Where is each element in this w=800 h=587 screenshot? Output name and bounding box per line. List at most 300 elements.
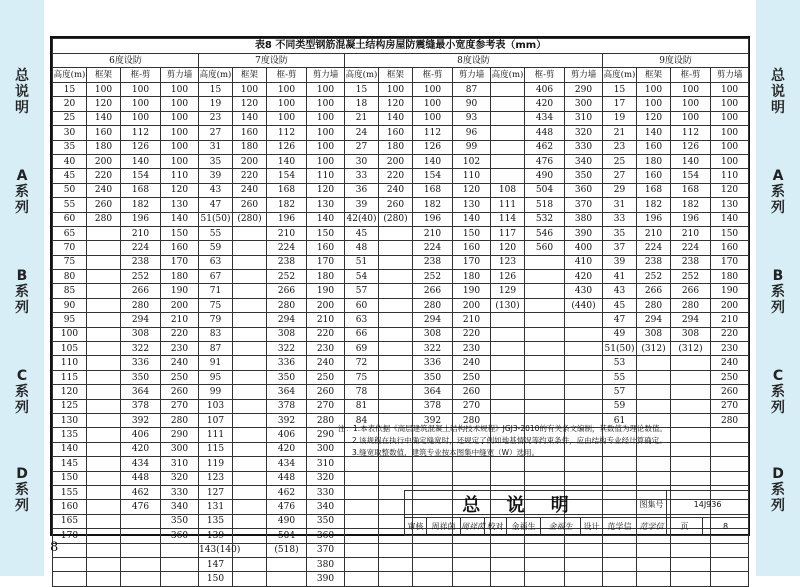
table-cell: 100 [307, 140, 345, 154]
table-cell: 154 [671, 169, 711, 183]
table-cell: 100 [637, 97, 671, 111]
table-cell: 125 [53, 399, 87, 413]
table-cell: 300 [565, 97, 603, 111]
table-cell [233, 241, 267, 255]
table-cell: 23 [199, 111, 233, 125]
table-cell [491, 572, 525, 586]
table-row [53, 198, 749, 212]
table-cell [711, 471, 749, 485]
table-cell: 210 [307, 313, 345, 327]
table-cell: 140 [671, 154, 711, 168]
table-cell: 93 [453, 111, 491, 125]
table-cell: 140 [379, 111, 413, 125]
table-cell: 51(50) [199, 212, 233, 226]
table-cell [491, 169, 525, 183]
section-tab-b-left[interactable] [0, 268, 44, 316]
table-cell: 100 [711, 126, 749, 140]
table-cell: 200 [233, 154, 267, 168]
notes [338, 423, 738, 459]
table-cell [233, 327, 267, 341]
table-cell [233, 356, 267, 370]
table-cell: 90 [53, 298, 87, 312]
table-cell: 100 [711, 154, 749, 168]
table-cell [671, 356, 711, 370]
table-cell: 95 [199, 370, 233, 384]
table-cell: 200 [453, 298, 491, 312]
table-cell [525, 471, 565, 485]
table-cell: 350 [307, 514, 345, 528]
table-cell: 91 [199, 356, 233, 370]
table-cell: 112 [413, 126, 453, 140]
table-cell: 63 [345, 313, 379, 327]
table-cell: 322 [413, 342, 453, 356]
table-cell [267, 572, 307, 586]
table-cell: 43 [199, 183, 233, 197]
table-cell: 364 [121, 385, 161, 399]
table-frame [50, 36, 750, 584]
table-cell [233, 370, 267, 384]
table-cell: 240 [161, 356, 199, 370]
drawing-title: 总 说 明 [405, 491, 637, 518]
table-cell: 434 [267, 457, 307, 471]
table-cell: 100 [711, 140, 749, 154]
table-cell: 260 [711, 385, 749, 399]
table-cell: 290 [161, 428, 199, 442]
section-tab-general-left[interactable] [0, 68, 44, 116]
table-row [53, 97, 749, 111]
table-cell: 390 [565, 226, 603, 240]
table-cell: 17 [603, 97, 637, 111]
atlas-number: 14J936 [667, 491, 749, 518]
table-cell: 294 [413, 313, 453, 327]
table-cell: 100 [161, 140, 199, 154]
table-cell: 420 [121, 442, 161, 456]
table-cell: 100 [121, 83, 161, 97]
table-cell [525, 313, 565, 327]
table-cell: 336 [413, 356, 453, 370]
column-header: 高度(m) [53, 68, 87, 83]
table-cell: 182 [413, 198, 453, 212]
section-tab-char: 总 [771, 68, 785, 84]
table-cell: 168 [637, 183, 671, 197]
table-cell: 126 [491, 270, 525, 284]
table-cell: 320 [565, 126, 603, 140]
section-tab-d-right[interactable] [756, 466, 800, 514]
table-cell [233, 500, 267, 514]
designer-signature: 范学信 [637, 518, 667, 536]
table-row [53, 154, 749, 168]
table-cell: 100 [711, 83, 749, 97]
table-cell [87, 356, 121, 370]
table-cell: 200 [711, 298, 749, 312]
table-cell [87, 514, 121, 528]
group-header: 6度设防 [53, 54, 199, 68]
section-tab-char: C [772, 368, 784, 384]
table-row [53, 255, 749, 269]
table-cell [233, 442, 267, 456]
table-cell: 140 [233, 111, 267, 125]
table-cell: 252 [637, 270, 671, 284]
table-cell: 55 [53, 198, 87, 212]
table-cell: 31 [603, 198, 637, 212]
table-cell: 105 [53, 342, 87, 356]
section-tab-char: 系 [15, 384, 29, 400]
table-cell: 180 [233, 140, 267, 154]
table-cell: 490 [525, 169, 565, 183]
table-cell: 80 [53, 270, 87, 284]
table-cell: 103 [199, 399, 233, 413]
table-cell: 96 [453, 126, 491, 140]
table-cell: 140 [413, 154, 453, 168]
table-cell [267, 557, 307, 571]
table-cell [87, 428, 121, 442]
table-cell: 140 [87, 111, 121, 125]
table-cell: 260 [161, 385, 199, 399]
table-cell: 260 [379, 198, 413, 212]
table-cell [345, 500, 379, 514]
table-cell: 250 [307, 370, 345, 384]
table-row [53, 111, 749, 125]
table-cell: 135 [53, 428, 87, 442]
table-cell: 224 [121, 241, 161, 255]
table-cell [491, 154, 525, 168]
table-cell: 160 [53, 500, 87, 514]
table-cell: (312) [637, 342, 671, 356]
table-cell: 20 [53, 97, 87, 111]
column-header: 框-剪 [525, 68, 565, 83]
section-tab-b-right[interactable] [756, 268, 800, 316]
table-cell: 140 [267, 154, 307, 168]
table-cell: 190 [711, 284, 749, 298]
table-cell: (312) [671, 342, 711, 356]
section-tab-char: 列 [15, 300, 29, 316]
table-cell [87, 457, 121, 471]
page-label: 页 [667, 518, 703, 536]
table-cell: 100 [413, 83, 453, 97]
table-cell: 224 [413, 241, 453, 255]
table-cell [453, 543, 491, 557]
table-cell: 300 [307, 442, 345, 456]
table-cell [87, 529, 121, 543]
table-cell [637, 557, 671, 571]
table-cell [453, 557, 491, 571]
column-header: 框-剪 [267, 68, 307, 83]
group-header: 7度设防 [199, 54, 345, 68]
table-cell: 350 [161, 514, 199, 528]
table-cell: 160 [711, 241, 749, 255]
table-cell [87, 485, 121, 499]
column-header: 剪力墙 [711, 68, 749, 83]
table-cell: 160 [637, 169, 671, 183]
table-cell: 126 [267, 140, 307, 154]
table-cell: 280 [87, 212, 121, 226]
table-cell: 100 [671, 97, 711, 111]
table-cell [379, 572, 413, 586]
table-cell: (518) [267, 543, 307, 557]
table-cell [637, 370, 671, 384]
table-cell [603, 557, 637, 571]
section-tab-char: 列 [771, 400, 785, 416]
table-cell: 139 [199, 529, 233, 543]
table-cell: 120 [87, 97, 121, 111]
column-header: 框架 [379, 68, 413, 83]
table-cell: 131 [199, 500, 233, 514]
table-cell: 33 [603, 212, 637, 226]
table-cell: 115 [53, 370, 87, 384]
table-cell: 270 [453, 399, 491, 413]
table-cell: 320 [307, 471, 345, 485]
table-cell: 320 [161, 471, 199, 485]
note-2: 2.该规程在执行中确定缝宽时，还规定了例如地基情况等约束条件，应由结构专业经计算确定。 [352, 436, 667, 445]
table-cell: 448 [267, 471, 307, 485]
table-cell: 476 [525, 154, 565, 168]
table-cell: 168 [413, 183, 453, 197]
table-cell [603, 572, 637, 586]
table-cell: 150 [161, 226, 199, 240]
table-cell: 336 [267, 356, 307, 370]
section-tab-char: 系 [771, 482, 785, 498]
section-tab-general-right[interactable] [756, 68, 800, 116]
table-cell: 75 [53, 255, 87, 269]
table-cell [453, 572, 491, 586]
table-cell: 210 [453, 313, 491, 327]
table-cell: 115 [199, 442, 233, 456]
column-header: 高度(m) [491, 68, 525, 83]
table-row [53, 356, 749, 370]
table-cell: 310 [307, 457, 345, 471]
table-cell: 114 [491, 212, 525, 226]
table-cell [565, 572, 603, 586]
table-cell: 100 [121, 111, 161, 125]
table-cell [525, 572, 565, 586]
table-cell: 230 [307, 342, 345, 356]
table-cell: 170 [307, 255, 345, 269]
table-cell: 340 [565, 154, 603, 168]
section-tab-char: B [16, 268, 28, 284]
table-cell: 420 [525, 97, 565, 111]
table-cell [453, 471, 491, 485]
table-cell [87, 241, 121, 255]
table-cell [671, 370, 711, 384]
table-cell [491, 140, 525, 154]
section-tab-c-right[interactable] [756, 368, 800, 416]
table-cell [379, 399, 413, 413]
table-cell: 60 [345, 298, 379, 312]
table-cell: 45 [53, 169, 87, 183]
table-cell: 165 [53, 514, 87, 528]
table-cell [87, 313, 121, 327]
section-tab-a-right[interactable] [756, 168, 800, 216]
atlas-label: 图集号 [637, 491, 667, 518]
table-cell: 160 [637, 140, 671, 154]
table-cell: 196 [637, 212, 671, 226]
table-cell: 147 [199, 557, 233, 571]
table-cell: 83 [199, 327, 233, 341]
table-cell: 31 [199, 140, 233, 154]
table-cell [711, 543, 749, 557]
table-cell [491, 370, 525, 384]
table-row [53, 270, 749, 284]
table-cell [233, 471, 267, 485]
table-cell [345, 471, 379, 485]
table-cell: 280 [307, 413, 345, 427]
table-cell [345, 557, 379, 571]
table-cell: 43 [603, 284, 637, 298]
table-cell: 196 [267, 212, 307, 226]
table-cell: 380 [307, 557, 345, 571]
table-cell [379, 284, 413, 298]
table-cell [491, 342, 525, 356]
table-cell: 290 [565, 83, 603, 97]
table-cell: 150 [307, 226, 345, 240]
table-cell: 120 [379, 97, 413, 111]
section-tab-char: 系 [15, 482, 29, 498]
table-cell: 65 [53, 226, 87, 240]
section-tab-char: 列 [15, 400, 29, 416]
table-cell: 160 [161, 241, 199, 255]
table-row [53, 83, 749, 97]
table-cell: 130 [307, 198, 345, 212]
section-tab-char: D [772, 466, 784, 482]
table-cell [121, 543, 161, 557]
column-header: 框架 [233, 68, 267, 83]
table-cell: 39 [199, 169, 233, 183]
table-cell [491, 399, 525, 413]
table-cell [233, 255, 267, 269]
table-cell: 135 [199, 514, 233, 528]
table-cell: 25 [603, 154, 637, 168]
group-header: 9度设防 [603, 54, 749, 68]
table-row [53, 313, 749, 327]
table-cell: 200 [379, 154, 413, 168]
table-cell [87, 399, 121, 413]
table-row [53, 370, 749, 384]
table-cell: 180 [453, 270, 491, 284]
table-cell [233, 428, 267, 442]
table-cell: 224 [267, 241, 307, 255]
table-cell: 100 [233, 83, 267, 97]
table-cell: 224 [671, 241, 711, 255]
table-cell: 78 [345, 385, 379, 399]
table-cell: 290 [307, 428, 345, 442]
table-cell: 53 [603, 356, 637, 370]
table-cell [379, 226, 413, 240]
table-row [53, 169, 749, 183]
table-cell [87, 385, 121, 399]
table-cell [345, 514, 379, 528]
table-cell: 294 [671, 313, 711, 327]
table-cell: 140 [53, 442, 87, 456]
table-cell: 160 [233, 126, 267, 140]
table-cell: 140 [711, 212, 749, 226]
table-cell: 180 [379, 140, 413, 154]
table-cell: 220 [233, 169, 267, 183]
table-cell: 406 [121, 428, 161, 442]
table-cell: 123 [199, 471, 233, 485]
table-cell: 270 [711, 399, 749, 413]
table-cell [525, 255, 565, 269]
table-cell [711, 557, 749, 571]
table-cell: 71 [199, 284, 233, 298]
table-cell [233, 270, 267, 284]
table-row [53, 140, 749, 154]
section-tab-a-left[interactable] [0, 168, 44, 216]
table-cell: 30 [53, 126, 87, 140]
table-cell: 25 [53, 111, 87, 125]
table-cell: 100 [267, 111, 307, 125]
table-cell: 126 [121, 140, 161, 154]
table-cell [379, 298, 413, 312]
table-cell: 42(40) [345, 212, 379, 226]
table-cell [565, 370, 603, 384]
table-cell: 504 [525, 183, 565, 197]
section-tab-c-left[interactable] [0, 368, 44, 416]
table-cell: 420 [565, 270, 603, 284]
table-cell: 266 [637, 284, 671, 298]
table-cell: 260 [307, 385, 345, 399]
section-tab-d-left[interactable] [0, 466, 44, 514]
table-cell: 90 [453, 97, 491, 111]
table-cell: 57 [345, 284, 379, 298]
table-cell [603, 471, 637, 485]
table-cell: 110 [53, 356, 87, 370]
table-cell: 390 [307, 572, 345, 586]
note-3: 3.缝宽取整数值，建筑专业按本图集中缝宽（W）选用。 [352, 448, 540, 457]
table-cell: 21 [345, 111, 379, 125]
table-cell [87, 255, 121, 269]
table-cell: 145 [53, 457, 87, 471]
table-cell [525, 284, 565, 298]
section-tab-char: 系 [771, 384, 785, 400]
table-cell: 210 [711, 313, 749, 327]
table-cell: 100 [379, 83, 413, 97]
table-cell: 160 [379, 126, 413, 140]
table-cell: 266 [121, 284, 161, 298]
table-cell [525, 370, 565, 384]
table-cell: 35 [603, 226, 637, 240]
column-header: 剪力墙 [161, 68, 199, 83]
review-label: 审核 [405, 518, 427, 536]
table-cell: 378 [267, 399, 307, 413]
table-cell: 120 [307, 183, 345, 197]
table-cell: 240 [233, 183, 267, 197]
table-cell: 123 [491, 255, 525, 269]
table-cell [379, 327, 413, 341]
table-cell [379, 471, 413, 485]
table-row [53, 212, 749, 226]
table-cell: 448 [121, 471, 161, 485]
table-cell: 120 [637, 111, 671, 125]
table-cell: 75 [199, 298, 233, 312]
table-cell [525, 327, 565, 341]
table-cell: 19 [603, 111, 637, 125]
table-cell: 21 [603, 126, 637, 140]
table-cell: 70 [53, 241, 87, 255]
table-cell: 126 [413, 140, 453, 154]
table-cell [161, 572, 199, 586]
table-cell [565, 385, 603, 399]
table-cell: 120 [453, 183, 491, 197]
table-cell: 100 [307, 97, 345, 111]
table-cell [525, 342, 565, 356]
table-cell [671, 471, 711, 485]
table-cell: 400 [565, 241, 603, 255]
table-cell: 110 [307, 169, 345, 183]
table-cell: 280 [267, 298, 307, 312]
table-cell [233, 457, 267, 471]
table-row [53, 572, 749, 586]
table-cell: 518 [525, 198, 565, 212]
